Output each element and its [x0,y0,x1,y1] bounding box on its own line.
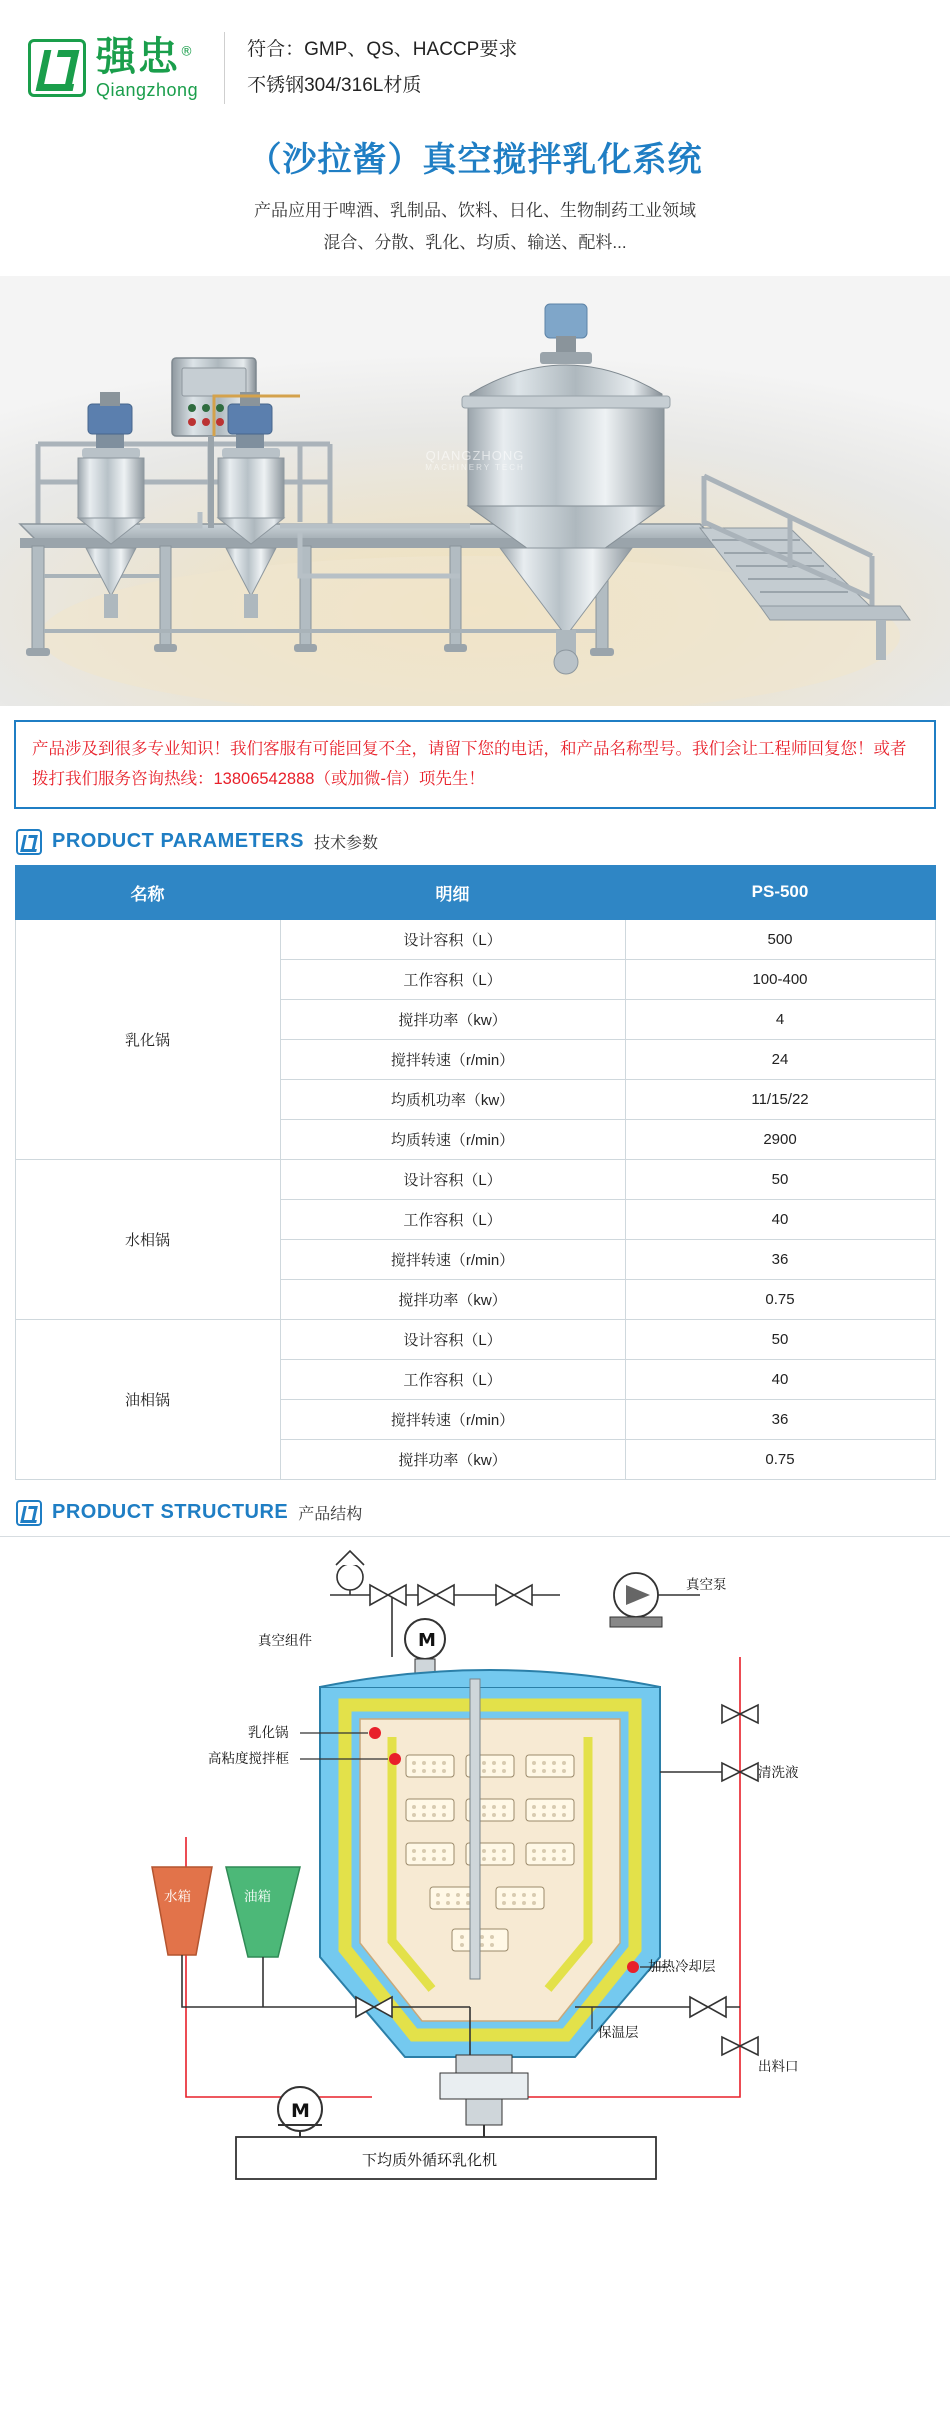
detail-cell: 搅拌功率（kw） [280,999,625,1039]
structure-diagram [0,1536,950,2208]
value-cell: 2900 [625,1119,935,1159]
brand-badge-icon [16,829,42,855]
detail-cell: 设计容积（L） [280,1159,625,1199]
label-heating-cooling-layer: 加热冷却层 [648,1958,716,1975]
marker-dot-frame [389,1753,401,1765]
detail-cell: 均质转速（r/min） [280,1119,625,1159]
label-motor-bottom: M [291,2099,310,2122]
equipment-illustration [0,276,950,706]
col-header-model: PS-500 [625,865,935,919]
value-cell: 500 [625,919,935,959]
value-cell: 24 [625,1039,935,1079]
logo-pinyin: Qiangzhong [96,80,199,100]
col-header-detail: 明细 [280,865,625,919]
detail-cell: 搅拌功率（kw） [280,1279,625,1319]
page-header [0,0,950,128]
table-row [15,1319,935,1359]
label-high-viscosity-frame: 高粘度搅拌框 [208,1750,289,1767]
watermark-text: QIANGZHONG [425,447,525,463]
label-oil-tank: 油箱 [244,1888,271,1905]
col-header-name: 名称 [15,865,280,919]
label-water-tank: 水箱 [164,1888,191,1905]
watermark-subtext: MACHINERY TECH [425,462,525,472]
label-discharge-port: 出料口 [758,2058,799,2075]
table-header-row [15,865,935,919]
detail-cell: 搅拌转速（r/min） [280,1039,625,1079]
parameters-table [15,865,936,1480]
header-standards [247,32,517,104]
header-divider [224,32,225,104]
detail-cell: 均质机功率（kw） [280,1079,625,1119]
logo-cn-text: 强忠 [96,34,180,80]
title-block [0,128,950,270]
section-title-en-2: PRODUCT STRUCTURE [52,1501,289,1524]
label-insulation-layer: 保温层 [598,2024,639,2041]
structure-schematic [0,1537,950,2209]
detail-cell: 搅拌转速（r/min） [280,1239,625,1279]
detail-cell: 设计容积（L） [280,1319,625,1359]
brand-badge-icon-2 [16,1500,42,1526]
label-emulsifying-pot: 乳化锅 [248,1724,289,1741]
detail-cell: 搅拌转速（r/min） [280,1399,625,1439]
registered-mark-icon: ® [180,44,195,60]
label-bottom-emulsifier: 下均质外循环乳化机 [362,2150,498,2169]
value-cell: 11/15/22 [625,1079,935,1119]
contact-notice: 产品涉及到很多专业知识！我们客服有可能回复不全，请留下您的电话，和产品名称型号。我们会让工程师回复您！或者拨打我们服务咨询热线：13806542888（或加微-信）项先生！ [14,720,936,809]
brand-logo [28,34,199,100]
label-vacuum-unit: 真空组件 [258,1632,312,1649]
subtitle-line-2: 混合、分散、乳化、均质、输送、配料... [323,233,627,253]
detail-cell: 工作容积（L） [280,1199,625,1239]
value-cell: 40 [625,1199,935,1239]
value-cell: 100-400 [625,959,935,999]
section-title-cn-2: 产品结构 [298,1506,363,1524]
table-row [15,1159,935,1199]
detail-cell: 工作容积（L） [280,959,625,999]
value-cell: 4 [625,999,935,1039]
group-name-cell: 油相锅 [15,1319,280,1479]
value-cell: 50 [625,1159,935,1199]
logo-chinese-name [96,34,195,80]
section-title-cn: 技术参数 [313,835,378,853]
label-motor-top: M [418,1629,436,1651]
value-cell: 50 [625,1319,935,1359]
group-name-cell: 乳化锅 [15,919,280,1159]
value-cell: 36 [625,1399,935,1439]
section-header-parameters [16,829,950,855]
detail-cell: 设计容积（L） [280,919,625,959]
label-vacuum-pump: 真空泵 [686,1576,727,1593]
value-cell: 36 [625,1239,935,1279]
value-cell: 40 [625,1359,935,1399]
section-title-en: PRODUCT PARAMETERS [52,830,304,853]
detail-cell: 工作容积（L） [280,1359,625,1399]
logo-mark-icon [28,39,86,97]
section-header-structure [16,1500,950,1526]
label-cleaning-liquid: 清洗液 [758,1764,799,1781]
group-name-cell: 水相锅 [15,1159,280,1319]
standards-line-1: 符合：GMP、QS、HACCP要求 [247,38,518,60]
marker-dot-jacket [627,1961,639,1973]
value-cell: 0.75 [625,1439,935,1479]
subtitle-line-1: 产品应用于啤酒、乳制品、饮料、日化、生物制药工业领域 [254,201,696,220]
marker-dot-pot [369,1727,381,1739]
detail-cell: 搅拌功率（kw） [280,1439,625,1479]
table-row [15,919,935,959]
standards-line-2: 不锈钢304/316L材质 [247,75,422,96]
value-cell: 0.75 [625,1279,935,1319]
page-title: （沙拉酱）真空搅拌乳化系统 [247,141,703,179]
product-photo [0,276,950,706]
